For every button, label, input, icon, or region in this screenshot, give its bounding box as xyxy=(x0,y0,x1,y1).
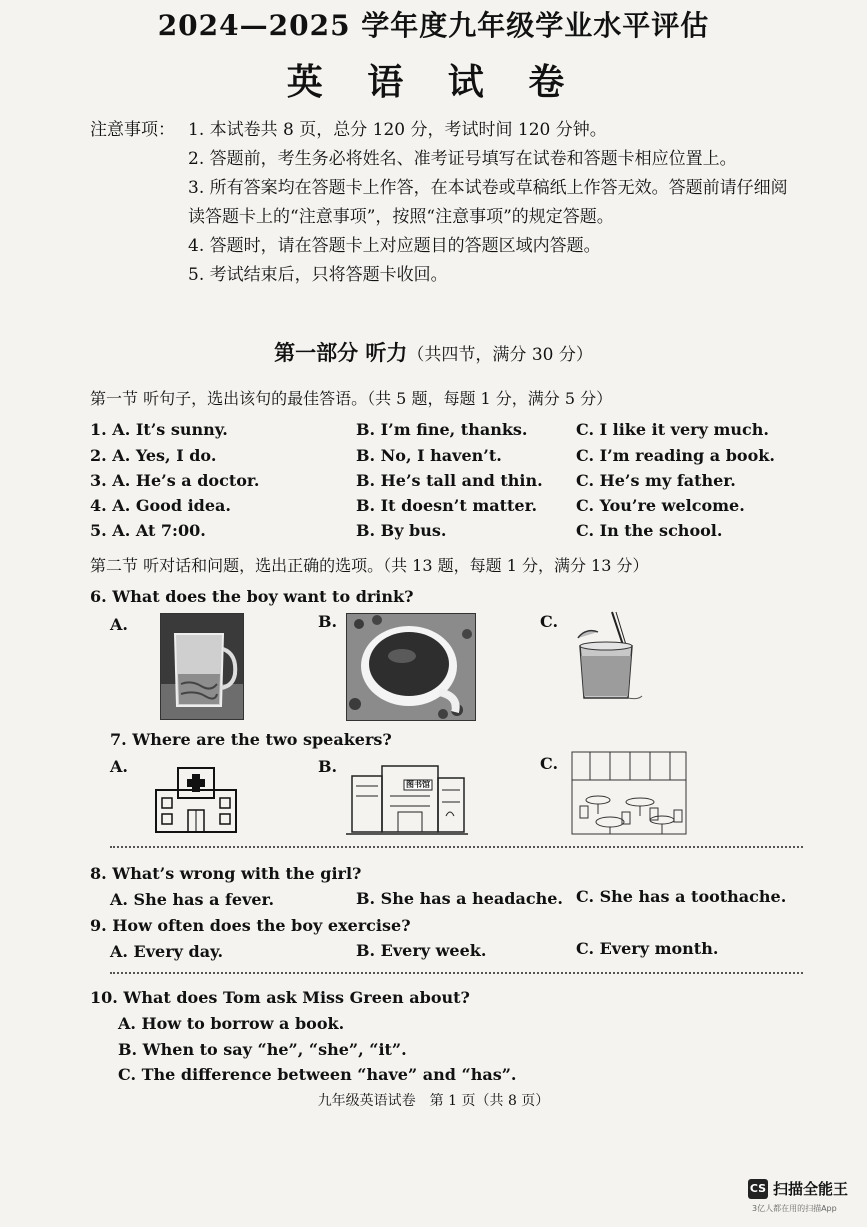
hospital-icon xyxy=(152,764,240,834)
library-sketch-image xyxy=(346,756,468,836)
q4-option-c: C. You’re welcome. xyxy=(576,496,745,515)
tea-glass-image xyxy=(160,613,244,720)
q6-label-a: A. xyxy=(110,615,128,634)
part-score: （共四节，满分 30 分） xyxy=(407,345,593,365)
q2-option-b: B. No, I haven’t. xyxy=(356,446,502,465)
q8-option-b: B. She has a headache. xyxy=(356,889,563,908)
q10-option-a: A. How to borrow a book. xyxy=(118,1014,345,1033)
library-sign: 图书馆 xyxy=(406,779,430,789)
q2-option-a: 2. A. Yes, I do. xyxy=(90,446,217,465)
juice-glass-image xyxy=(572,610,644,706)
q9-option-b: B. Every week. xyxy=(356,941,487,960)
q8-option-a: A. She has a fever. xyxy=(110,890,275,909)
q4-option-a: 4. A. Good idea. xyxy=(90,496,231,515)
q7-label-c: C. xyxy=(540,754,559,773)
q3-option-c: C. He’s my father. xyxy=(576,471,736,490)
q1-option-b: B. I’m fine, thanks. xyxy=(356,420,528,439)
q7-label-a: A. xyxy=(110,757,128,776)
q10-option-c: C. The difference between “have” and “has”. xyxy=(118,1065,517,1084)
coffee-cup-image xyxy=(346,613,476,721)
restaurant-sketch-image xyxy=(570,750,688,836)
q6-label-c: C. xyxy=(540,612,559,631)
q3-option-b: B. He’s tall and thin. xyxy=(356,471,543,490)
q5-option-b: B. By bus. xyxy=(356,521,447,540)
q5-option-a: 5. A. At 7:00. xyxy=(90,521,206,540)
q8-question: 8. What’s wrong with the girl? xyxy=(90,864,362,883)
q4-option-b: B. It doesn’t matter. xyxy=(356,496,538,515)
section-heading: 第一节 听句子，选出该句的最佳答语。（共 5 题，每题 1 分，满分 5 分） xyxy=(90,389,613,408)
note-item: 2. 答题前，考生务必将姓名、准考证号填写在试卷和答题卡相应位置上。 xyxy=(188,149,737,169)
q6-label-b: B. xyxy=(318,612,338,631)
q2-option-c: C. I’m reading a book. xyxy=(576,446,775,465)
q3-option-a: 3. A. He’s a doctor. xyxy=(90,471,260,490)
page-footer: 九年级英语试卷 第 1 页（共 8 页） xyxy=(317,1093,550,1109)
section-heading: 第二节 听对话和问题，选出正确的选项。（共 13 题，每题 1 分，满分 13 分） xyxy=(90,556,649,575)
note-item: 3. 所有答案均在答题卡上作答，在本试卷或草稿纸上作答无效。答题前请仔细阅读答题卡上的“注意事项”，按照“注意事项”的规定答题。 xyxy=(188,178,788,227)
q5-option-c: C. In the school. xyxy=(576,521,723,540)
q10-option-b: B. When to say “he”, “she”, “it”. xyxy=(118,1040,407,1059)
part-heading xyxy=(0,337,867,367)
divider xyxy=(110,972,803,974)
note-item: 5. 考试结束后，只将答题卡收回。 xyxy=(188,265,448,285)
q9-question: 9. How often does the boy exercise? xyxy=(90,916,411,935)
q6-question: 6. What does the boy want to drink? xyxy=(90,587,414,606)
notes-block xyxy=(90,116,818,290)
divider xyxy=(110,846,803,848)
q1-option-a: 1. A. It’s sunny. xyxy=(90,420,228,439)
q1-option-c: C. I like it very much. xyxy=(576,420,769,439)
note-item: 4. 答题时，请在答题卡上对应题目的答题区域内答题。 xyxy=(188,236,601,256)
exam-title: 2024—2025 学年度九年级学业水平评估 xyxy=(157,9,710,42)
notes-label: 注意事项： xyxy=(90,120,175,140)
cs-logo-icon: CS xyxy=(748,1179,768,1199)
part-title: 第一部分 听力 xyxy=(274,340,408,365)
scanner-name: 扫描全能王 xyxy=(773,1180,849,1198)
q10-question: 10. What does Tom ask Miss Green about? xyxy=(90,988,470,1007)
exam-subtitle: 英 语 试 卷 xyxy=(286,61,581,103)
q9-option-a: A. Every day. xyxy=(110,942,224,961)
scanner-logo xyxy=(748,1178,848,1199)
q9-option-c: C. Every month. xyxy=(576,939,719,958)
q8-option-c: C. She has a toothache. xyxy=(576,887,787,906)
q7-label-b: B. xyxy=(318,757,338,776)
q7-question: 7. Where are the two speakers? xyxy=(110,730,392,749)
scanner-tagline: 3亿人都在用的扫描App xyxy=(752,1204,837,1213)
note-item: 1. 本试卷共 8 页，总分 120 分，考试时间 120 分钟。 xyxy=(188,120,607,140)
